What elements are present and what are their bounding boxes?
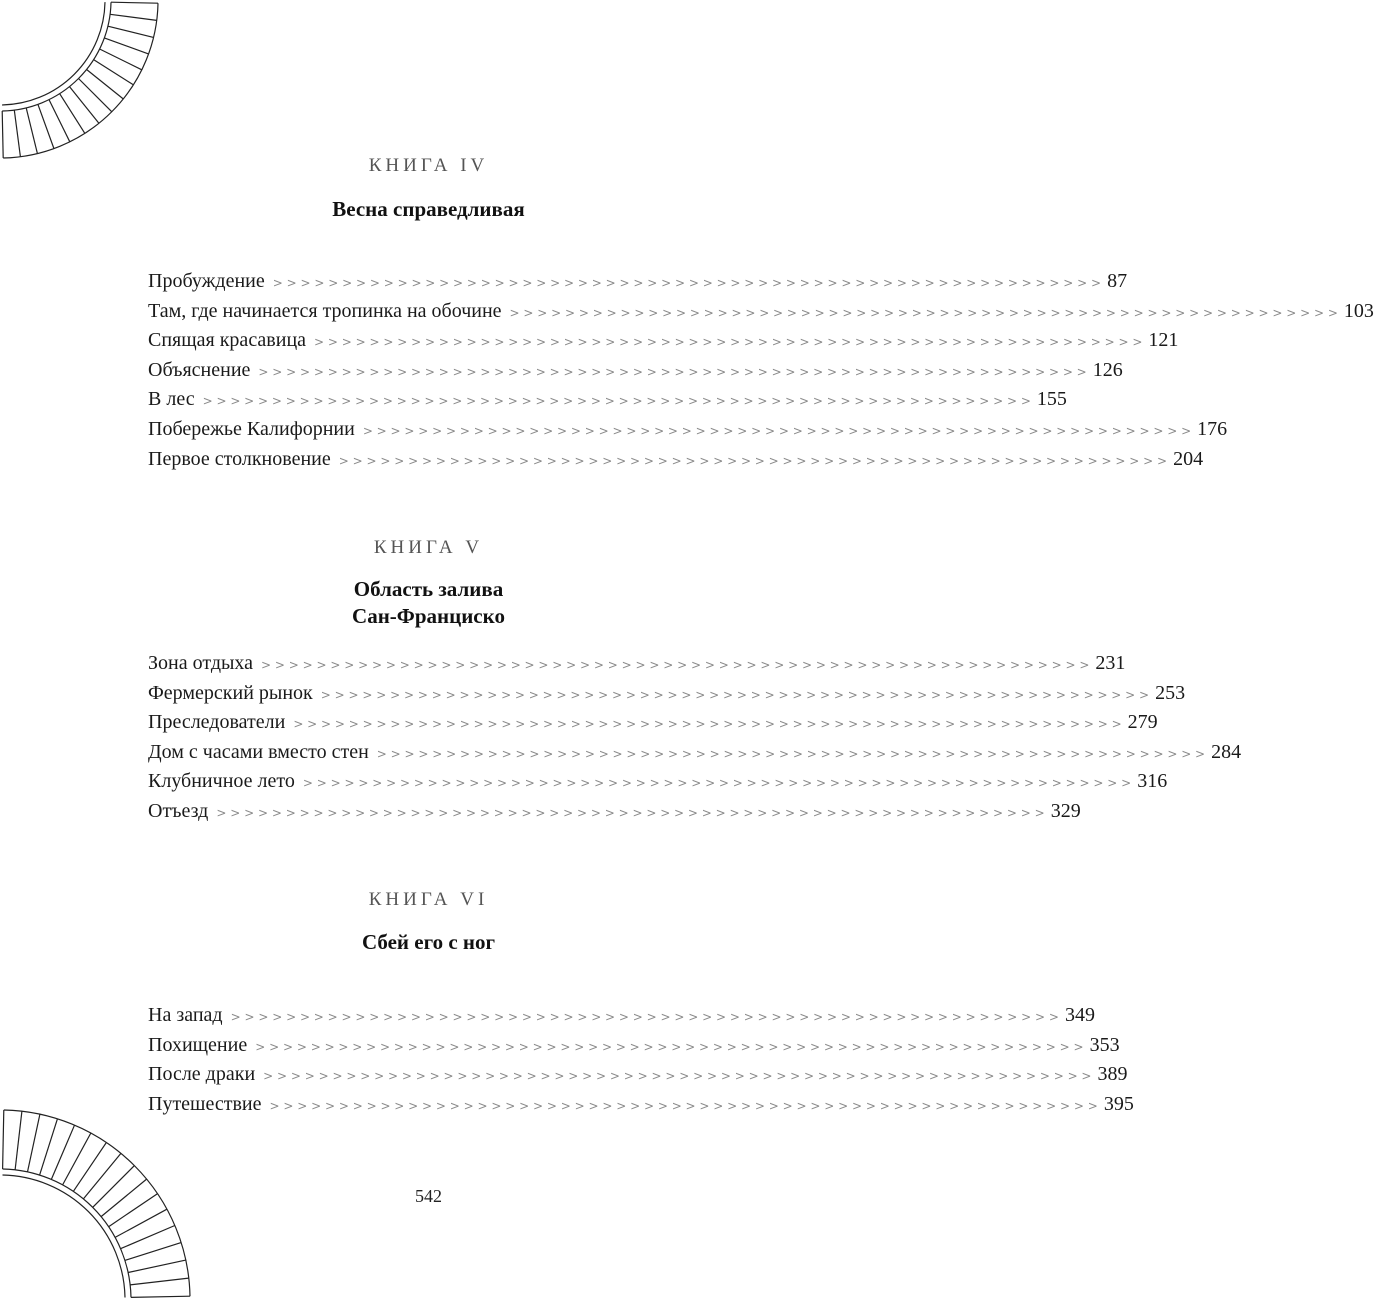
toc-entry[interactable]	[148, 767, 1168, 797]
toc-entry-title: Первое столкновение	[148, 447, 331, 470]
toc-entry-page: 155	[1036, 388, 1067, 411]
dot-leader: > > > > > > > > > > > > > > > > > > > > > > > > > > > > > > > > > > > > > > > > > > > > > > > > > > > > > > > > > > > >	[216, 805, 1045, 820]
book-iv-toc	[148, 267, 1374, 474]
toc-entry-title: Отъезд	[148, 799, 209, 822]
toc-entry-page: 349	[1064, 1004, 1095, 1026]
toc-entry-page: 395	[1103, 1092, 1134, 1115]
toc-entry[interactable]	[148, 649, 1126, 679]
toc-entry[interactable]	[148, 708, 1158, 738]
book-v-title	[0, 576, 857, 630]
toc-entry-title: Путешествие	[148, 1092, 262, 1115]
toc-entry-title: Объяснение	[148, 358, 251, 381]
toc-entry-page: 316	[1137, 770, 1168, 793]
page-number: 542	[415, 1186, 442, 1206]
toc-entry-page: 284	[1211, 740, 1242, 763]
toc-entry-title: Клубничное лето	[148, 770, 295, 793]
dot-leader: > > > > > > > > > > > > > > > > > > > > > > > > > > > > > > > > > > > > > > > > > > > > > > > > > > > > > > > > > > > >	[376, 746, 1206, 761]
toc-entry[interactable]	[148, 679, 1186, 709]
toc-entry-page: 126	[1092, 358, 1123, 381]
dot-leader: > > > > > > > > > > > > > > > > > > > > > > > > > > > > > > > > > > > > > > > > > > > > > > > > > > > > > > > > > > > >	[320, 687, 1150, 702]
toc-entry-title: Похищение	[148, 1033, 248, 1056]
toc-entry-page: 389	[1097, 1063, 1128, 1086]
toc-entry-title: Пробуждение	[148, 270, 265, 292]
book-iv-title: Весна справедливая	[332, 197, 525, 221]
dot-leader: > > > > > > > > > > > > > > > > > > > > > > > > > > > > > > > > > > > > > > > > > > > > > > > > > > > > > > > > > > > >	[272, 276, 1102, 290]
dot-leader: > > > > > > > > > > > > > > > > > > > > > > > > > > > > > > > > > > > > > > > > > > > > > > > > > > > > > > > > > > > >	[263, 1069, 1092, 1084]
toc-entry[interactable]	[148, 797, 1081, 827]
dot-leader: > > > > > > > > > > > > > > > > > > > > > > > > > > > > > > > > > > > > > > > > > > > > > > > > > > > > > > > > > > > >	[293, 717, 1122, 732]
toc-entry[interactable]	[148, 267, 1128, 297]
dot-leader: > > > > > > > > > > > > > > > > > > > > > > > > > > > > > > > > > > > > > > > > > > > > > > > > > > > > > > > > > > > >	[261, 658, 1090, 672]
toc-entry-title: Побережье Калифорнии	[148, 417, 355, 440]
dot-leader: > > > > > > > > > > > > > > > > > > > > > > > > > > > > > > > > > > > > > > > > > > > > > > > > > > > > > > > > > > > >	[362, 423, 1192, 438]
toc-entry-title: Там, где начинается тропинка на обочине	[148, 299, 502, 322]
toc-entry[interactable]	[148, 326, 1179, 356]
toc-entry[interactable]	[148, 356, 1123, 386]
book-v-title-line-2: Сан-Франциско	[352, 604, 505, 628]
toc-entry-page: 353	[1089, 1033, 1120, 1056]
book-vi-label: КНИГА VI	[368, 889, 489, 910]
dot-leader: > > > > > > > > > > > > > > > > > > > > > > > > > > > > > > > > > > > > > > > > > > > > > > > > > > > > > > > > > > > >	[338, 453, 1168, 468]
toc-entry-page: 253	[1155, 681, 1186, 704]
book-v-label: КНИГА V	[373, 537, 484, 558]
dot-leader: > > > > > > > > > > > > > > > > > > > > > > > > > > > > > > > > > > > > > > > > > > > > > > > > > > > > > > > > > > > >	[509, 305, 1338, 320]
toc-entry-page: 329	[1050, 799, 1081, 822]
book-iv-label: КНИГА IV	[368, 155, 489, 176]
toc-entry-page: 204	[1173, 447, 1204, 470]
book-v-title-line-1: Область залива	[353, 577, 504, 601]
toc-entry[interactable]	[148, 415, 1228, 445]
toc-entry-page: 121	[1148, 329, 1179, 352]
toc-entry[interactable]	[148, 1031, 1120, 1061]
toc-entry-title: В лес	[148, 388, 195, 411]
ornament-bottom-icon	[0, 1090, 170, 1300]
toc-entry[interactable]	[148, 738, 1242, 768]
toc-entry-page: 279	[1127, 711, 1158, 734]
toc-entry-title: Фермерский рынок	[148, 681, 313, 704]
toc-entry-page: 103	[1343, 299, 1374, 322]
toc-entry[interactable]	[148, 445, 1204, 475]
dot-leader: > > > > > > > > > > > > > > > > > > > > > > > > > > > > > > > > > > > > > > > > > > > > > > > > > > > > > > > > > > > >	[202, 394, 1031, 409]
toc-entry-title: Преследователи	[148, 711, 286, 734]
toc-entry-title: Зона отдыха	[148, 652, 254, 674]
dot-leader: > > > > > > > > > > > > > > > > > > > > > > > > > > > > > > > > > > > > > > > > > > > > > > > > > > > > > > > > > > > >	[255, 1039, 1084, 1054]
toc-entry-title: Дом с часами вместо стен	[148, 740, 369, 763]
toc-entry[interactable]	[148, 1060, 1128, 1090]
toc-entry-page: 87	[1107, 270, 1128, 292]
dot-leader: > > > > > > > > > > > > > > > > > > > > > > > > > > > > > > > > > > > > > > > > > > > > > > > > > > > > > > > > > > > >	[269, 1098, 1098, 1113]
book-vi-title: Сбей его с ног	[361, 930, 496, 954]
dot-leader: > > > > > > > > > > > > > > > > > > > > > > > > > > > > > > > > > > > > > > > > > > > > > > > > > > > > > > > > > > > >	[258, 364, 1087, 379]
dot-leader: > > > > > > > > > > > > > > > > > > > > > > > > > > > > > > > > > > > > > > > > > > > > > > > > > > > > > > > > > > > >	[230, 1010, 1059, 1024]
toc-entry[interactable]	[148, 1001, 1095, 1031]
toc-entry[interactable]	[148, 297, 1374, 327]
dot-leader: > > > > > > > > > > > > > > > > > > > > > > > > > > > > > > > > > > > > > > > > > > > > > > > > > > > > > > > > > > > >	[302, 776, 1132, 791]
toc-entry-title: После драки	[148, 1063, 256, 1086]
book-v-toc	[148, 649, 1242, 827]
toc-entry-title: Спящая красавица	[148, 329, 307, 352]
toc-entry-title: На запад	[148, 1004, 223, 1026]
ornament-top-icon	[0, 0, 170, 150]
toc-entry[interactable]	[148, 1090, 1134, 1120]
toc-entry-page: 231	[1095, 652, 1126, 674]
toc-entry-page: 176	[1197, 417, 1228, 440]
dot-leader: > > > > > > > > > > > > > > > > > > > > > > > > > > > > > > > > > > > > > > > > > > > > > > > > > > > > > > > > > > > >	[314, 335, 1143, 350]
book-vi-toc	[148, 1001, 1134, 1119]
toc-entry[interactable]	[148, 385, 1067, 415]
